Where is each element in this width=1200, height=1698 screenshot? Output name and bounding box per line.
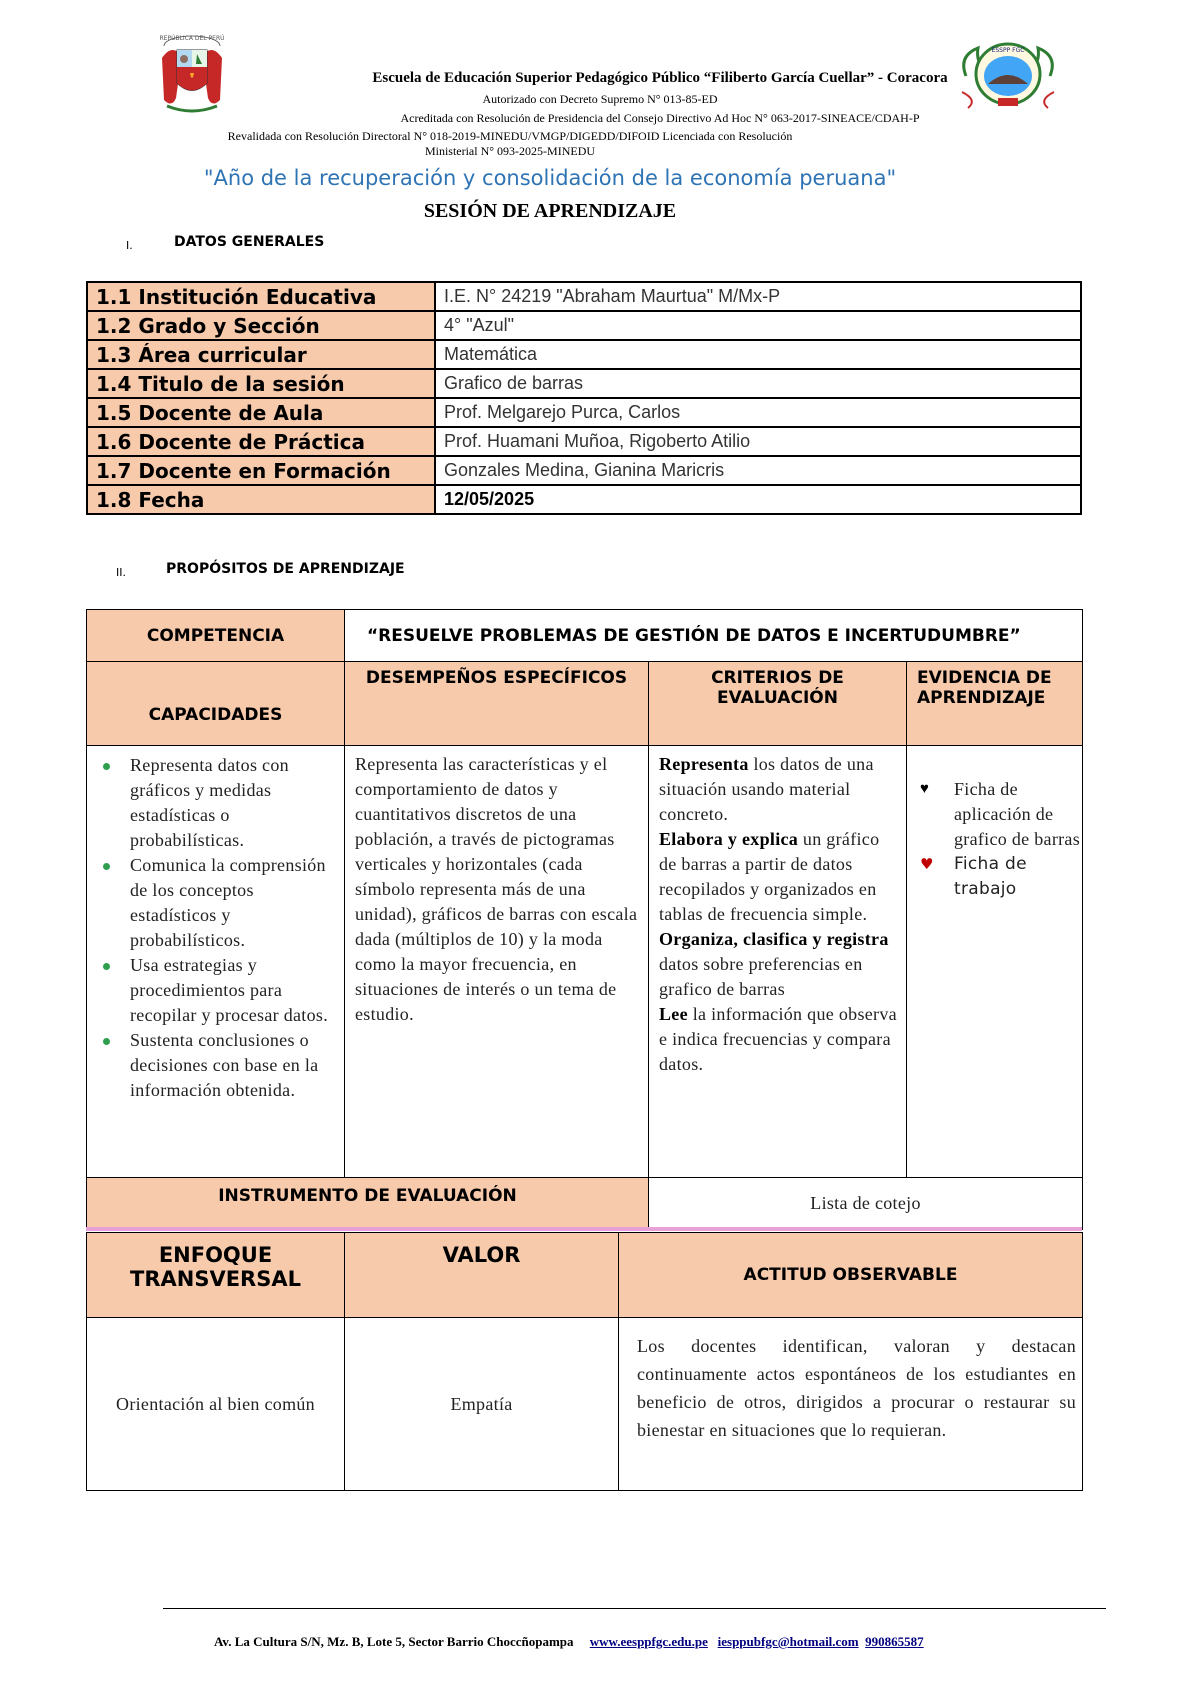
valor-header: VALOR	[345, 1233, 619, 1318]
capacidades-list	[88, 753, 343, 1103]
datos-value: Matemática	[435, 340, 1081, 369]
datos-label: 1.3 Área curricular	[87, 340, 435, 369]
logo-republica-text: REPÚBLICA DEL PERÚ	[159, 35, 225, 42]
footer-website-link[interactable]: www.eesppfgc.edu.pe	[589, 1634, 708, 1649]
valor-value: Empatía	[345, 1318, 619, 1491]
evidencia-cell	[907, 746, 1083, 1178]
datos-label: 1.1 Institución Educativa	[87, 282, 435, 311]
pink-divider	[86, 1227, 1082, 1231]
datos-value: 4° "Azul"	[435, 311, 1081, 340]
datos-generales-table	[86, 281, 1082, 515]
accreditation-text: Acreditada con Resolución de Presidencia del Consejo Directivo Ad Hoc N° 063-2017-SINEACE/CDAH-P	[400, 111, 920, 125]
list-item: Representa datos con gráficos y medidas estadísticas o probabilísticas.	[130, 753, 343, 853]
list-item: Usa estrategias y procedimientos para recopilar y procesar datos.	[130, 953, 343, 1028]
actitud-header: ACTITUD OBSERVABLE	[619, 1233, 1083, 1318]
seal-text: ESSPP FGC	[991, 47, 1025, 54]
criterio-item: Organiza, clasifica y registra datos sobre preferencias en grafico de barras	[659, 929, 889, 999]
bullet-icon	[103, 963, 110, 970]
datos-value: Gonzales Medina, Gianina Maricris	[435, 456, 1081, 485]
datos-label: 1.2 Grado y Sección	[87, 311, 435, 340]
authorization-text: Autorizado con Decreto Supremo N° 013-85-ED	[482, 92, 718, 106]
table-row	[87, 485, 1081, 514]
table-row	[87, 369, 1081, 398]
heart-icon: ♥	[920, 855, 934, 873]
footer-address: Av. La Cultura S/N, Mz. B, Lote 5, Sector Barrio Choccñopampa	[214, 1634, 574, 1649]
list-item: Sustenta conclusiones o decisiones con base en la información obtenida.	[130, 1028, 343, 1103]
list-item: ♥ Ficha de trabajo	[920, 854, 1027, 899]
ministerial-text: Ministerial N° 093-2025-MINEDU	[424, 144, 596, 158]
session-title: SESIÓN DE APRENDIZAJE	[423, 200, 677, 222]
footer	[214, 1634, 924, 1650]
desempenos-header: DESEMPEÑOS ESPECÍFICOS	[345, 662, 649, 746]
school-name: Escuela de Educación Superior Pedagógico Público “Filiberto García Cuellar” - Coracora	[372, 70, 948, 86]
footer-divider	[163, 1608, 1106, 1609]
enfoque-header-row	[87, 1233, 1083, 1318]
table-row	[87, 398, 1081, 427]
desempeno-cell: Representa las características y el comportamiento de datos y cuantitativos discretos de una población, a través de pictogramas verticales y horizontales (cada símbolo representa más de una unidad), gráficos de barras con escala dada (múltiplos de 10) y la moda como la mayor frecuencia, en situaciones de interés o un tema de estudio.	[345, 746, 649, 1178]
capacidades-cell	[87, 746, 345, 1178]
datos-label: 1.4 Titulo de la sesión	[87, 369, 435, 398]
capacidades-header: CAPACIDADES	[87, 662, 345, 746]
instrumento-value: Lista de cotejo	[649, 1178, 1083, 1230]
criterios-header: CRITERIOS DE EVALUACIÓN	[649, 662, 907, 746]
datos-value: Grafico de barras	[435, 369, 1081, 398]
bullet-icon	[103, 763, 110, 770]
bullet-icon	[103, 1038, 110, 1045]
datos-label: 1.6 Docente de Práctica	[87, 427, 435, 456]
competencia-row	[87, 610, 1083, 662]
instrumento-label: INSTRUMENTO DE EVALUACIÓN	[87, 1178, 649, 1230]
criterio-item: Lee la información que observa e indica frecuencias y compara datos.	[659, 1004, 897, 1074]
list-item: Comunica la comprensión de los conceptos estadísticos y probabilísticos.	[130, 853, 343, 953]
competencia-label: COMPETENCIA	[87, 610, 345, 662]
datos-label: 1.8 Fecha	[87, 485, 435, 514]
table-row	[87, 311, 1081, 340]
enfoque-row	[87, 1318, 1083, 1491]
criterios-cell	[649, 746, 907, 1178]
bullet-icon	[103, 863, 110, 870]
header-row	[87, 662, 1083, 746]
datos-value: Prof. Melgarejo Purca, Carlos	[435, 398, 1081, 427]
table-row	[87, 456, 1081, 485]
section-2-number: II.	[116, 566, 126, 579]
heart-icon: ♥	[920, 781, 930, 797]
evidencia-list	[908, 777, 1081, 902]
criterio-item: Representa los datos de una situación usando material concreto.	[659, 754, 874, 824]
criterio-item: Elabora y explica un gráfico de barras a partir de datos recopilados y organizados en tablas de frecuencia simple.	[659, 829, 880, 924]
section-2-title: PROPÓSITOS DE APRENDIZAJE	[166, 561, 405, 577]
table-row	[87, 340, 1081, 369]
revalidation-text: Revalidada con Resolución Directoral N° 018-2019-MINEDU/VMGP/DIGEDD/DIFOID Licenciada con Resolución	[227, 129, 793, 143]
footer-email-link[interactable]: iesppubfgc@hotmail.com	[717, 1634, 859, 1649]
table-row	[87, 282, 1081, 311]
enfoque-value: Orientación al bien común	[87, 1318, 345, 1491]
instrumento-row	[87, 1178, 1083, 1230]
table-row	[87, 427, 1081, 456]
section-1-number: I.	[126, 239, 133, 252]
propositos-table	[86, 609, 1083, 1230]
footer-phone[interactable]: 990865587	[865, 1634, 924, 1649]
datos-value: I.E. N° 24219 "Abraham Maurtua" M/Mx-P	[435, 282, 1081, 311]
competencia-value: “RESUELVE PROBLEMAS DE GESTIÓN DE DATOS E INCERTUDUMBRE”	[345, 610, 1083, 662]
datos-label: 1.5 Docente de Aula	[87, 398, 435, 427]
section-1-title: DATOS GENERALES	[174, 234, 325, 250]
enfoque-table	[86, 1232, 1083, 1491]
list-item: ♥ Ficha de aplicación de grafico de barras	[920, 779, 1081, 849]
actitud-value: Los docentes identifican, valoran y destacan continuamente actos espontáneos de los estudiantes en beneficio de otros, dirigidos a procurar o restaurar su bienestar en situaciones que lo requieran.	[619, 1318, 1083, 1491]
year-motto: "Año de la recuperación y consolidación de la economía peruana"	[203, 166, 897, 190]
evidencia-header: EVIDENCIA DE APRENDIZAJE	[907, 662, 1083, 746]
datos-value: 12/05/2025	[435, 485, 1081, 514]
datos-value: Prof. Huamani Muñoa, Rigoberto Atilio	[435, 427, 1081, 456]
enfoque-header: ENFOQUE TRANSVERSAL	[87, 1233, 345, 1318]
datos-label: 1.7 Docente en Formación	[87, 456, 435, 485]
content-row	[87, 746, 1083, 1178]
